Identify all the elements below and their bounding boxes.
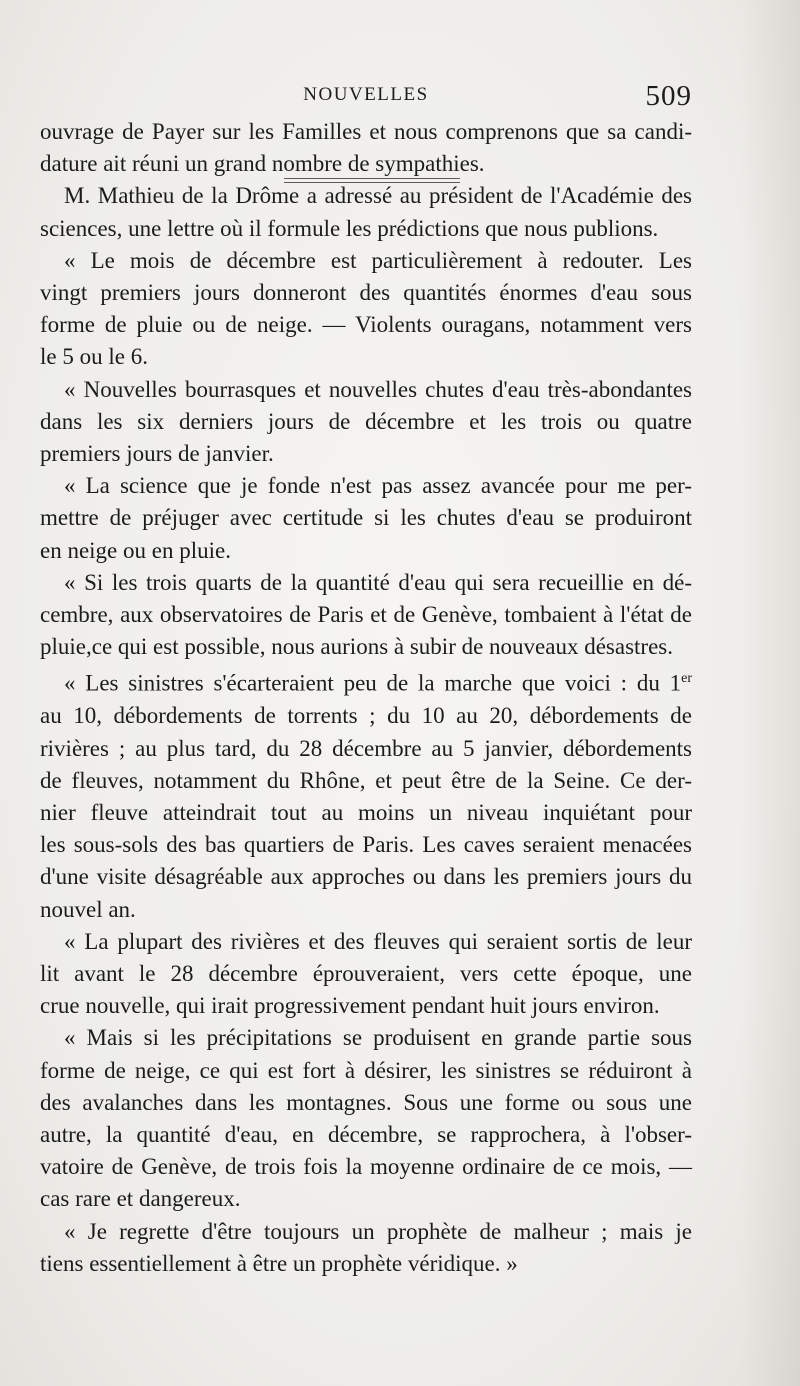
text-line: pluie,ce qui est possible, nous aurions à subir de nouveaux désastres. bbox=[40, 634, 674, 660]
text-line: nouvel an. bbox=[40, 896, 136, 922]
paragraph bbox=[40, 470, 692, 567]
text-line: les sous-sols des bas quartiers de Paris. Les caves seraient menacées bbox=[40, 832, 692, 858]
text-line: « Les sinistres s'écarteraient peu de la marche que voici : du 1er bbox=[64, 671, 692, 697]
paragraph bbox=[40, 374, 692, 471]
text-line: cas rare et dangereux. bbox=[40, 1186, 241, 1212]
text-line: autre, la quantité d'eau, en décembre, se rapprochera, à l'obser- bbox=[40, 1121, 692, 1147]
text-line: au 10, débordements de torrents ; du 10 au 20, débordements de bbox=[40, 703, 692, 729]
text-line: « La plupart des rivières et des fleuves qui seraient sortis de leur bbox=[64, 928, 692, 954]
paragraph bbox=[40, 926, 692, 1023]
text-line: lit avant le 28 décembre éprouveraient, vers cette époque, une bbox=[40, 960, 692, 986]
text-line: « Nouvelles bourrasques et nouvelles chutes d'eau très-abondantes bbox=[64, 376, 692, 402]
text-line: crue nouvelle, qui irait progressivement pendant huit jours environ. bbox=[40, 993, 660, 1019]
text-line: « La science que je fonde n'est pas assez avancée pour me per- bbox=[64, 473, 692, 499]
paragraph bbox=[40, 116, 692, 180]
text-line: de fleuves, notamment du Rhône, et peut être de la Seine. Ce der- bbox=[40, 767, 692, 793]
running-head: NOUVELLES bbox=[303, 84, 429, 105]
text-line: rivières ; au plus tard, du 28 décembre au 5 janvier, débordements bbox=[40, 735, 692, 761]
text-line: dans les six derniers jours de décembre et les trois ou quatre bbox=[40, 408, 692, 434]
paragraph bbox=[40, 180, 692, 244]
text-line: « Si les trois quarts de la quantité d'eau qui sera recueillie en dé- bbox=[64, 569, 692, 595]
text-line: forme de neige, ce qui est fort à désirer, les sinistres se réduiront à bbox=[40, 1057, 692, 1083]
text-line: M. Mathieu de la Drôme a adressé au président de l'Académie des bbox=[64, 183, 692, 209]
text-line: ouvrage de Payer sur les Familles et nous comprenons que sa candi- bbox=[40, 119, 692, 144]
ordinal-superscript: er bbox=[681, 671, 692, 687]
text-line: nier fleuve atteindrait tout au moins un niveau inquiétant pour bbox=[40, 799, 692, 825]
text-line: des avalanches dans les montagnes. Sous une forme ou sous une bbox=[40, 1089, 692, 1115]
text-line: d'une visite désagréable aux approches ou dans les premiers jours du bbox=[40, 864, 692, 890]
text-line: premiers jours de janvier. bbox=[40, 441, 274, 467]
text-line: vatoire de Genève, de trois fois la moyenne ordinaire de ce mois, — bbox=[40, 1154, 692, 1180]
text-line: en neige ou en pluie. bbox=[40, 537, 231, 563]
text-line: tiens essentiellement à être un prophète véridique. » bbox=[40, 1250, 518, 1276]
page-edge-shadow bbox=[740, 0, 800, 1386]
page-number: 509 bbox=[645, 80, 692, 112]
text-line: forme de pluie ou de neige. — Violents ouragans, notamment vers bbox=[40, 312, 692, 338]
paragraph bbox=[40, 1216, 692, 1280]
body-text bbox=[40, 116, 692, 1280]
page-header bbox=[40, 80, 692, 120]
text-line: mettre de préjuger avec certitude si les chutes d'eau se produiront bbox=[40, 505, 692, 531]
text-line: « Mais si les précipitations se produisent en grande partie sous bbox=[64, 1025, 692, 1051]
paragraph bbox=[40, 245, 692, 374]
text-line: « Le mois de décembre est particulièrement à redouter. Les bbox=[64, 247, 692, 273]
text-line: cembre, aux observatoires de Paris et de Genève, tombaient à l'état de bbox=[40, 602, 692, 628]
text-line: dature ait réuni un grand nombre de sympathies. bbox=[40, 151, 485, 177]
paragraph bbox=[40, 567, 692, 664]
text-line: le 5 ou le 6. bbox=[40, 344, 148, 370]
text-line: vingt premiers jours donneront des quantités énormes d'eau sous bbox=[40, 280, 692, 306]
paragraph bbox=[40, 1022, 692, 1215]
paragraph bbox=[40, 663, 692, 925]
text-line: sciences, une lettre où il formule les prédictions que nous publions. bbox=[40, 215, 659, 241]
text-line: « Je regrette d'être toujours un prophète de malheur ; mais je bbox=[64, 1218, 692, 1244]
